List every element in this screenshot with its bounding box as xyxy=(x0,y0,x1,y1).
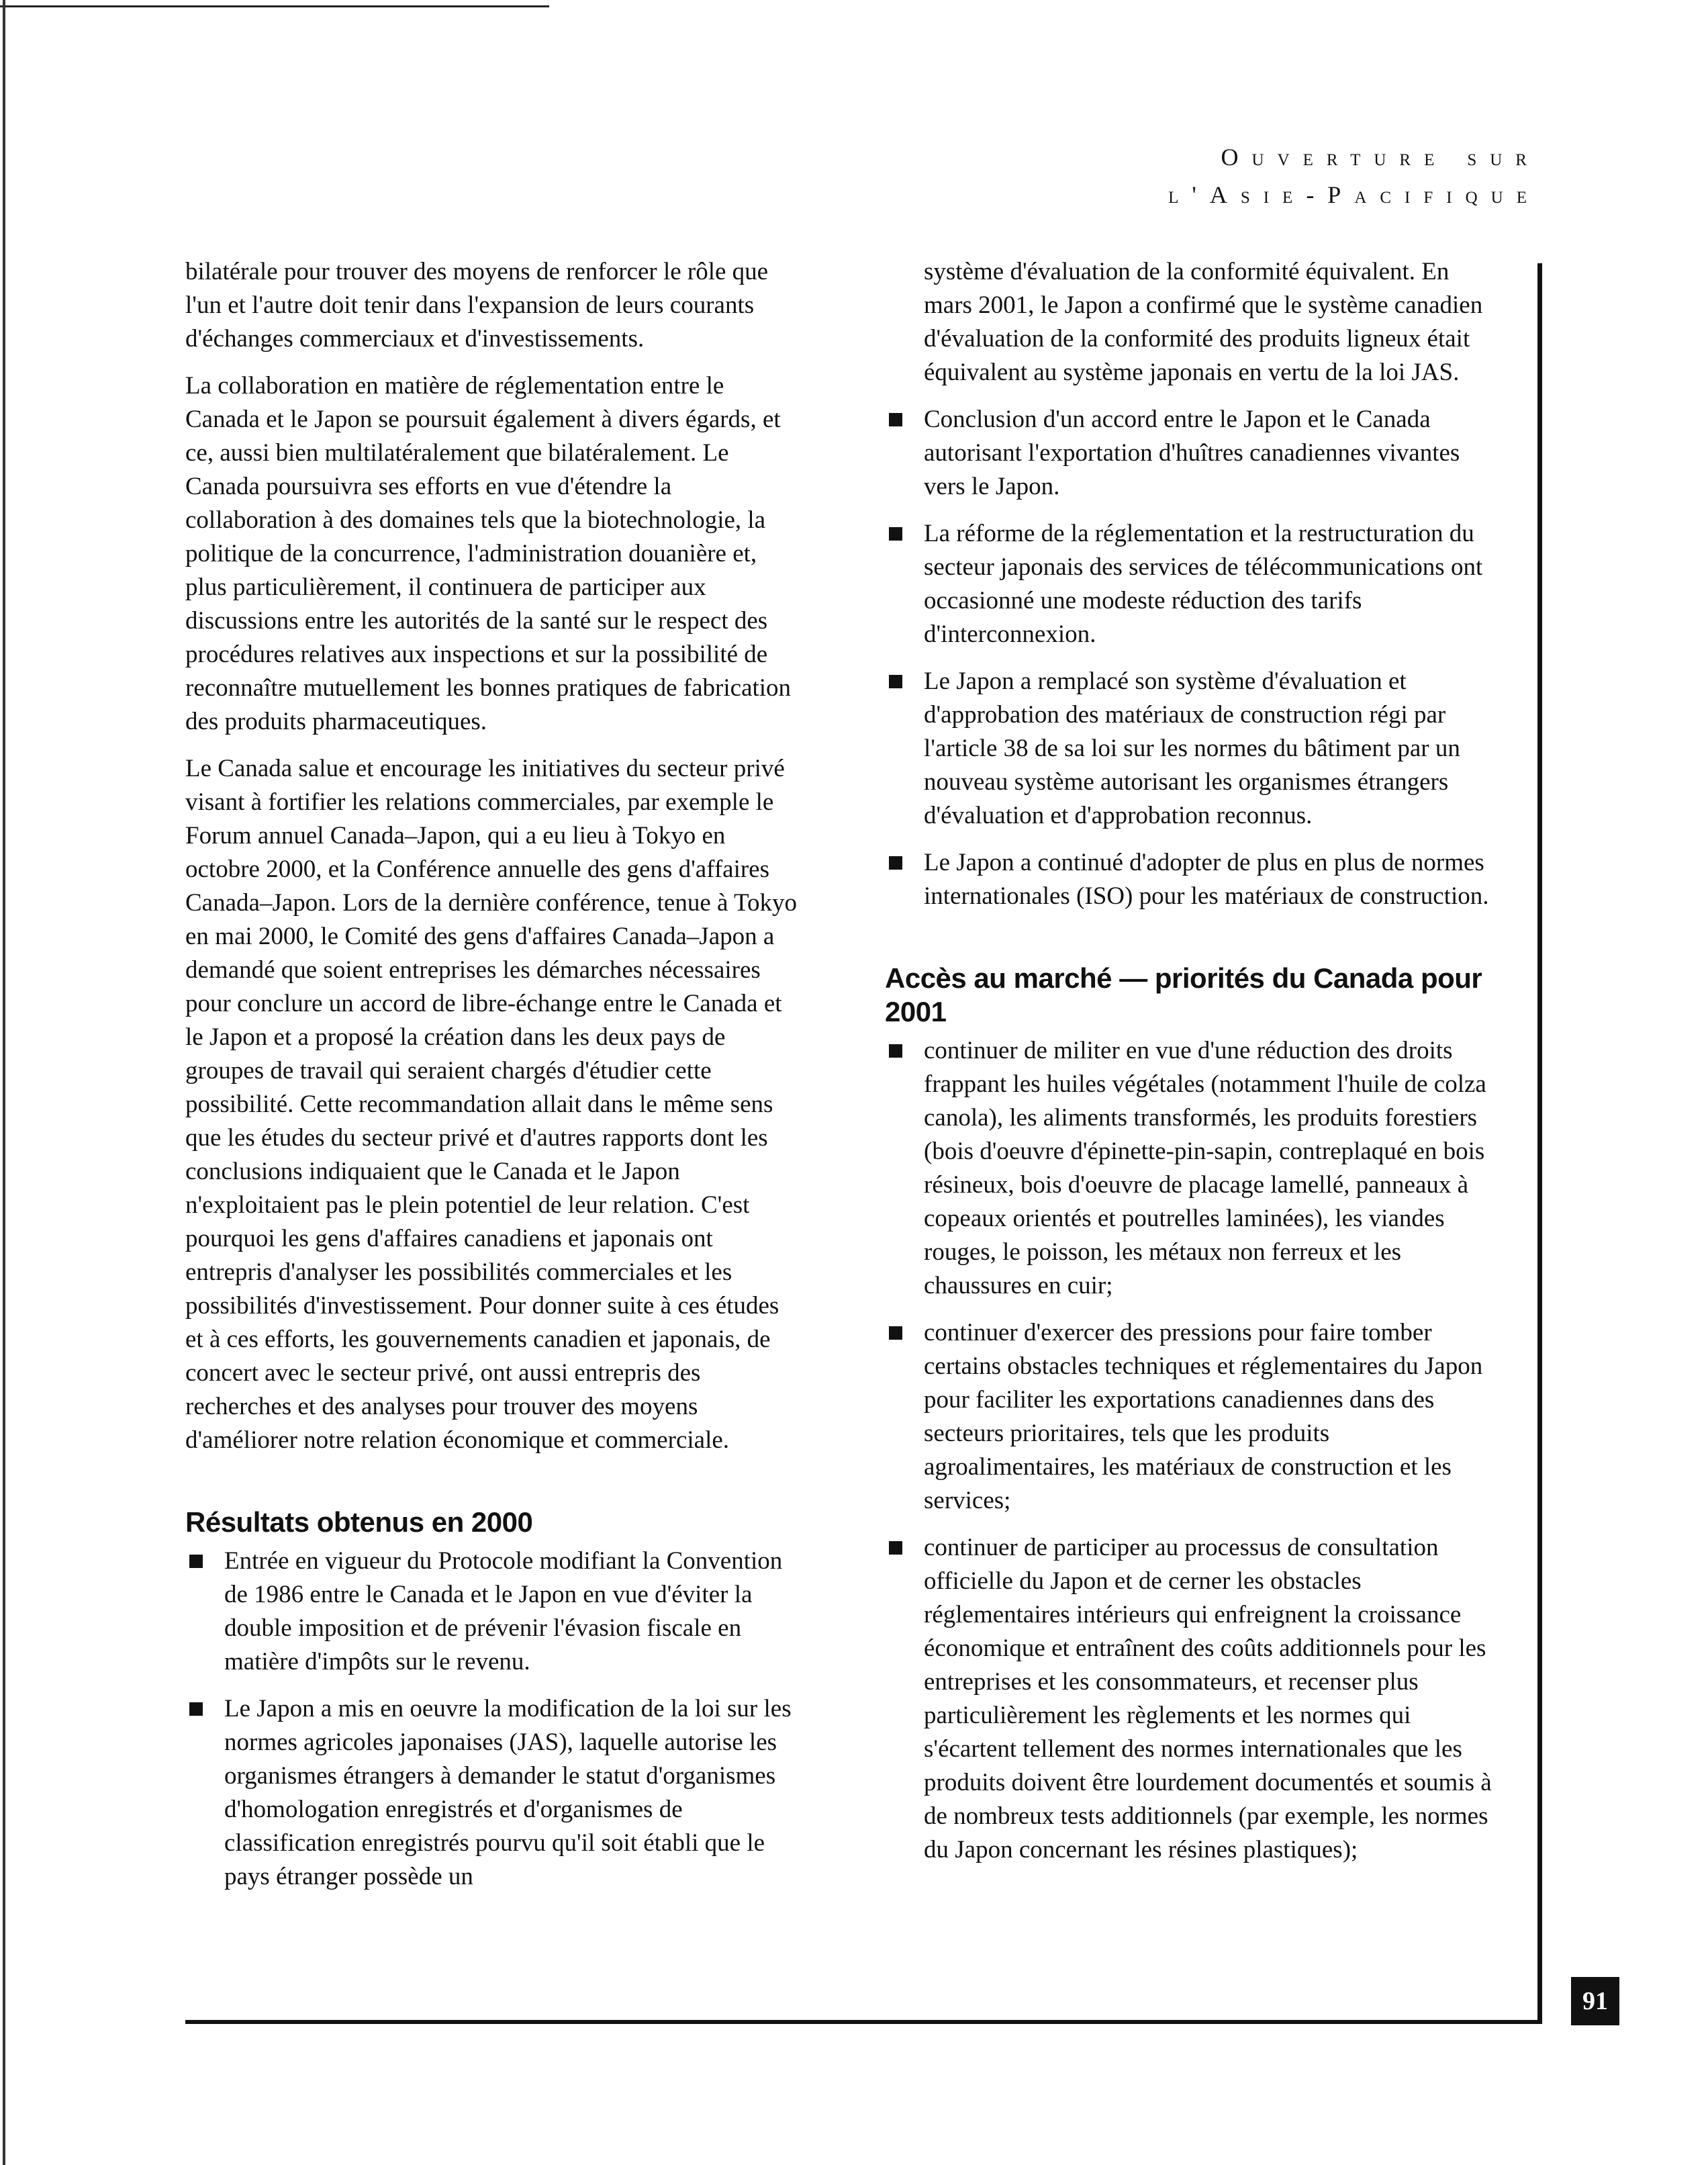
header-line-1: Ouverture sur xyxy=(1221,144,1540,171)
square-bullet-icon xyxy=(889,413,902,426)
right-margin-rule xyxy=(1537,263,1542,2023)
list-item: Entrée en vigueur du Protocole modifiant la Convention de 1986 entre le Canada et le Japon en vue d'éviter la double imposition et de prévenir l'évasion fiscale en matière d'impôts sur le revenu. xyxy=(185,1545,803,1679)
square-bullet-icon xyxy=(889,675,902,688)
list-item: Conclusion d'un accord entre le Japon et le Canada autorisant l'exportation d'huîtres canadiennes vivantes vers le Japon. xyxy=(885,403,1503,504)
right-column xyxy=(885,255,1503,1880)
results-list-continued xyxy=(885,403,1503,913)
priorities-list xyxy=(885,1034,1503,1867)
paragraph: Le Canada salue et encourage les initiatives du secteur privé visant à fortifier les relations commerciales, par exemple le Forum annuel Canada–Japon, qui a eu lieu à Tokyo en octobre 2000, et la Conférence annuelle des gens d'affaires Canada–Japon. Lors de la dernière conférence, tenue à Tokyo en mai 2000, le Comité des gens d'affaires Canada–Japon a demandé que soient entreprises les démarches nécessaires pour conclure un accord de libre-échange entre le Canada et le Japon et a proposé la création dans les deux pays de groupes de travail qui seraient chargés d'étudier cette possibilité. Cette recommandation allait dans le même sens que les études du secteur privé et d'autres rapports dont les conclusions indiquaient que le Canada et le Japon n'exploitaient pas le plein potentiel de leur relation. C'est pourquoi les gens d'affaires canadiens et japonais ont entrepris d'analyser les possibilités commerciales et les possibilités d'investissement. Pour donner suite à ces études et à ces efforts, les gouvernements canadien et japonais, de concert avec le secteur privé, ont aussi entrepris des recherches et des analyses pour trouver des moyens d'améliorer notre relation économique et commerciale. xyxy=(185,755,798,1454)
list-item: Le Japon a mis en oeuvre la modification de la loi sur les normes agricoles japonaises (JAS), laquelle autorise les organismes étrangers à demander le statut d'organismes d'homologation enregistrés et d'organismes de classification enregistrés pourvu qu'il soit établi que le pays étranger possède un xyxy=(185,1692,803,1894)
paragraph: bilatérale pour trouver des moyens de renforcer le rôle que l'un et l'autre doit tenir dans l'expansion de leurs courants d'échanges commerciaux et d'investissements. xyxy=(185,258,769,353)
square-bullet-icon xyxy=(189,1555,203,1568)
section-heading-priorities: Accès au marché — priorités du Canada pour 2001 xyxy=(885,962,1482,1027)
running-header xyxy=(1168,138,1540,214)
list-item: continuer de participer au processus de consultation officielle du Japon et de cerner les obstacles réglementaires intérieurs qui enfreignent la croissance économique et entraînent des coûts additionnels pour les entreprises et les consommateurs, et recenser plus particulièrement les règlements et les normes qui s'écartent tellement des normes internationales que les produits doivent être lourdement documentés et soumis à de nombreux tests additionnels (par exemple, les normes du Japon concernant les résines plastiques); xyxy=(885,1531,1503,1867)
list-item: Le Japon a continué d'adopter de plus en plus de normes internationales (ISO) pour les matériaux de construction. xyxy=(885,846,1503,913)
top-rule xyxy=(0,5,549,7)
square-bullet-icon xyxy=(189,1702,203,1716)
section-heading-results: Résultats obtenus en 2000 xyxy=(185,1506,533,1538)
square-bullet-icon xyxy=(889,1044,902,1058)
square-bullet-icon xyxy=(889,1541,902,1555)
list-item: La réforme de la réglementation et la restructuration du secteur japonais des services de télécommunications ont occasionné une modeste réduction des tarifs d'interconnexion. xyxy=(885,517,1503,651)
list-item: Le Japon a remplacé son système d'évaluation et d'approbation des matériaux de construction régi par l'article 38 de sa loi sur les normes du bâtiment par un nouveau système autorisant les organismes étrangers d'évaluation et d'approbation reconnus. xyxy=(885,665,1503,833)
left-binding-edge xyxy=(3,0,5,2165)
page-number: 91 xyxy=(1571,1977,1619,2025)
list-item: continuer de militer en vue d'une réduction des droits frappant les huiles végétales (notamment l'huile de colza canola), les aliments transformés, les produits forestiers (bois d'oeuvre d'épinette-pin-sapin, contreplaqué en bois résineux, bois d'oeuvre de placage lamellé, panneaux à copeaux orientés et poutrelles laminées), les viandes rouges, le poisson, les métaux non ferreux et les chaussures en cuir; xyxy=(885,1034,1503,1303)
list-item: continuer d'exercer des pressions pour faire tomber certains obstacles techniques et réglementaires du Japon pour faciliter les exportations canadiennes dans des secteurs prioritaires, tels que les produits agroalimentaires, les matériaux de construction et les services; xyxy=(885,1316,1503,1518)
square-bullet-icon xyxy=(889,856,902,870)
paragraph-continuation: système d'évaluation de la conformité équivalent. En mars 2001, le Japon a confirmé que le système canadien d'évaluation de la conformité des produits ligneux était équivalent au système japonais en vertu de la loi JAS. xyxy=(924,258,1483,386)
results-list xyxy=(185,1545,803,1894)
bottom-rule xyxy=(185,2020,1542,2024)
square-bullet-icon xyxy=(889,1326,902,1340)
left-column xyxy=(185,255,803,1907)
header-line-2: l'Asie-Pacifique xyxy=(1168,181,1540,208)
square-bullet-icon xyxy=(889,527,902,541)
paragraph: La collaboration en matière de réglementation entre le Canada et le Japon se poursuit également à divers égards, et ce, aussi bien multilatéralement que bilatéralement. Le Canada poursuivra ses efforts en vue d'étendre la collaboration à des domaines tels que la biotechnologie, la politique de la concurrence, l'administration douanière et, plus particulièrement, il continuera de participer aux discussions entre les autorités de la santé sur le respect des procédures relatives aux inspections et sur la possibilité de reconnaître mutuellement les bonnes pratiques de fabrication des produits pharmaceutiques. xyxy=(185,372,792,735)
